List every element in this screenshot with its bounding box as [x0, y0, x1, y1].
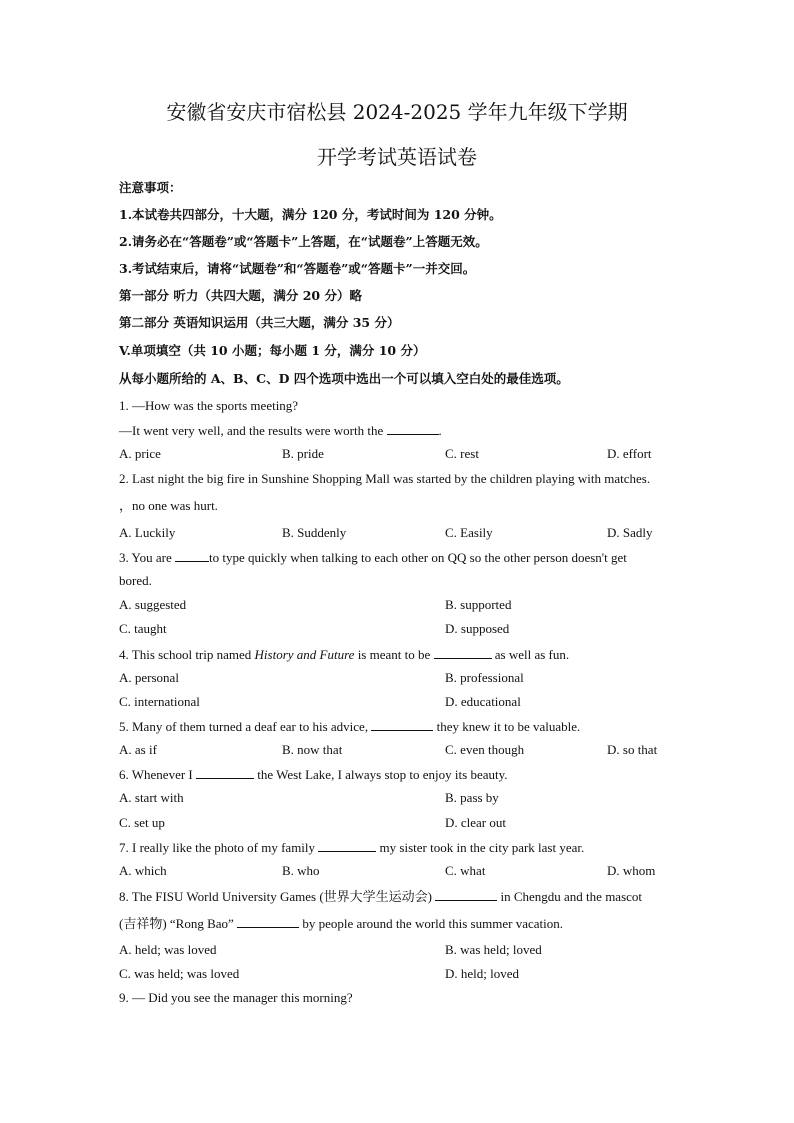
- q8-stem-line1: [119, 888, 642, 905]
- q8-text-a: 8. The FISU World University Games (世界大学生运动会): [119, 889, 432, 904]
- part1-heading: 第一部分 听力（共四大题，满分 20 分）略: [119, 288, 362, 303]
- q2-option-a: A. Luckily: [119, 525, 176, 540]
- notice-heading: 注意事项：: [119, 180, 182, 195]
- q1-option-c: C. rest: [445, 446, 479, 461]
- q2-stem-line1: 2. Last night the big fire in Sunshine Shopping Mall was started by the children playing with matches.: [119, 471, 651, 486]
- q4-option-c: C. international: [119, 694, 200, 709]
- q3-text-a: 3. You are: [119, 550, 172, 565]
- q5-text-b: they knew it to be valuable.: [436, 719, 581, 734]
- q6-text-a: 6. Whenever I: [119, 767, 193, 782]
- answer-blank: [237, 915, 299, 928]
- q5-stem: [119, 718, 580, 735]
- q3-option-a: A. suggested: [119, 597, 187, 612]
- q7-option-c: C. what: [445, 863, 486, 878]
- q4-option-b: B. professional: [445, 670, 524, 685]
- q8-text-c: (吉祥物) “Rong Bao”: [119, 916, 234, 931]
- q5-option-a: A. as if: [119, 742, 157, 757]
- answer-blank: [318, 839, 376, 852]
- notice-item-1: 1.本试卷共四部分，十大题，满分 120 分，考试时间为 120 分钟。: [119, 207, 502, 222]
- answer-blank: [196, 766, 254, 779]
- q4-text-a: 4. This school trip named: [119, 647, 252, 662]
- q3-text-b: to type quickly when talking to each other on QQ so the other person doesn't get: [208, 550, 627, 565]
- q8-text-b: in Chengdu and the mascot: [500, 889, 643, 904]
- q1-stem-line1: 1. —How was the sports meeting?: [119, 398, 299, 413]
- q7-text-a: 7. I really like the photo of my family: [119, 840, 316, 855]
- answer-blank: [434, 646, 492, 659]
- q8-option-a: A. held; was loved: [119, 942, 217, 957]
- q6-option-b: B. pass by: [445, 790, 499, 805]
- exam-title-line2: 开学考试英语试卷: [317, 145, 477, 169]
- q3-stem-line1: [119, 549, 627, 566]
- answer-blank: [435, 888, 497, 901]
- part2-heading: 第二部分 英语知识运用（共三大题，满分 35 分）: [119, 315, 400, 330]
- q8-option-b: B. was held; loved: [445, 942, 542, 957]
- q6-option-c: C. set up: [119, 815, 165, 830]
- q8-option-c: C. was held; was loved: [119, 966, 240, 981]
- q7-text-b: my sister took in the city park last year.: [379, 840, 585, 855]
- q3-option-c: C. taught: [119, 621, 167, 636]
- q5-option-c: C. even though: [445, 742, 525, 757]
- q4-text-b: is meant to be: [357, 647, 431, 662]
- q6-stem: [119, 766, 508, 783]
- answer-blank: [387, 422, 439, 435]
- q8-text-d: by people around the world this summer vacation.: [302, 916, 563, 931]
- answer-blank: [371, 718, 433, 731]
- q1-stem-line2: [119, 422, 442, 439]
- q6-option-a: A. start with: [119, 790, 184, 805]
- section5-heading: V.单项填空（共 10 小题；每小题 1 分，满分 10 分）: [119, 343, 426, 358]
- exam-title-line1: 安徽省安庆市宿松县 2024-2025 学年九年级下学期: [166, 100, 628, 124]
- q6-text-b: the West Lake, I always stop to enjoy its beauty.: [257, 767, 508, 782]
- q2-option-c: C. Easily: [445, 525, 493, 540]
- q7-stem: [119, 839, 584, 856]
- notice-item-2: 2.请务必在“答题卷”或“答题卡”上答题，在“试题卷”上答题无效。: [119, 234, 488, 249]
- q5-option-d: D. so that: [607, 742, 658, 757]
- q1-option-b: B. pride: [282, 446, 324, 461]
- q2-option-d: D. Sadly: [607, 525, 653, 540]
- q1-text: —It went very well, and the results were worth the: [119, 423, 384, 438]
- q7-option-a: A. which: [119, 863, 167, 878]
- q1-end: .: [438, 423, 442, 438]
- q1-option-d: D. effort: [607, 446, 652, 461]
- q7-option-d: D. whom: [607, 863, 656, 878]
- q2-option-b: B. Suddenly: [282, 525, 347, 540]
- q4-text-c: as well as fun.: [494, 647, 570, 662]
- q3-option-b: B. supported: [445, 597, 512, 612]
- q4-stem: [119, 646, 569, 663]
- q8-option-d: D. held; loved: [445, 966, 520, 981]
- q1-option-a: A. price: [119, 446, 161, 461]
- answer-blank: [175, 549, 209, 562]
- q2-stem-line2: ，no one was hurt.: [119, 498, 218, 513]
- q7-option-b: B. who: [282, 863, 320, 878]
- section5-instruction: 从每小题所给的 A、B、C、D 四个选项中选出一个可以填入空白处的最佳选项。: [119, 371, 569, 386]
- q9-stem-line1: 9. — Did you see the manager this morning?: [119, 990, 353, 1005]
- q8-stem-line2: [119, 915, 563, 932]
- q4-option-a: A. personal: [119, 670, 179, 685]
- q5-text-a: 5. Many of them turned a deaf ear to his advice,: [119, 719, 369, 734]
- q3-stem-line2: bored.: [119, 573, 152, 588]
- q5-option-b: B. now that: [282, 742, 343, 757]
- notice-item-3: 3.考试结束后，请将“试题卷”和“答题卷”或“答题卡”一并交回。: [119, 261, 476, 276]
- q4-trip-name: History and Future: [254, 647, 355, 662]
- q4-option-d: D. educational: [445, 694, 521, 709]
- q6-option-d: D. clear out: [445, 815, 507, 830]
- q3-option-d: D. supposed: [445, 621, 510, 636]
